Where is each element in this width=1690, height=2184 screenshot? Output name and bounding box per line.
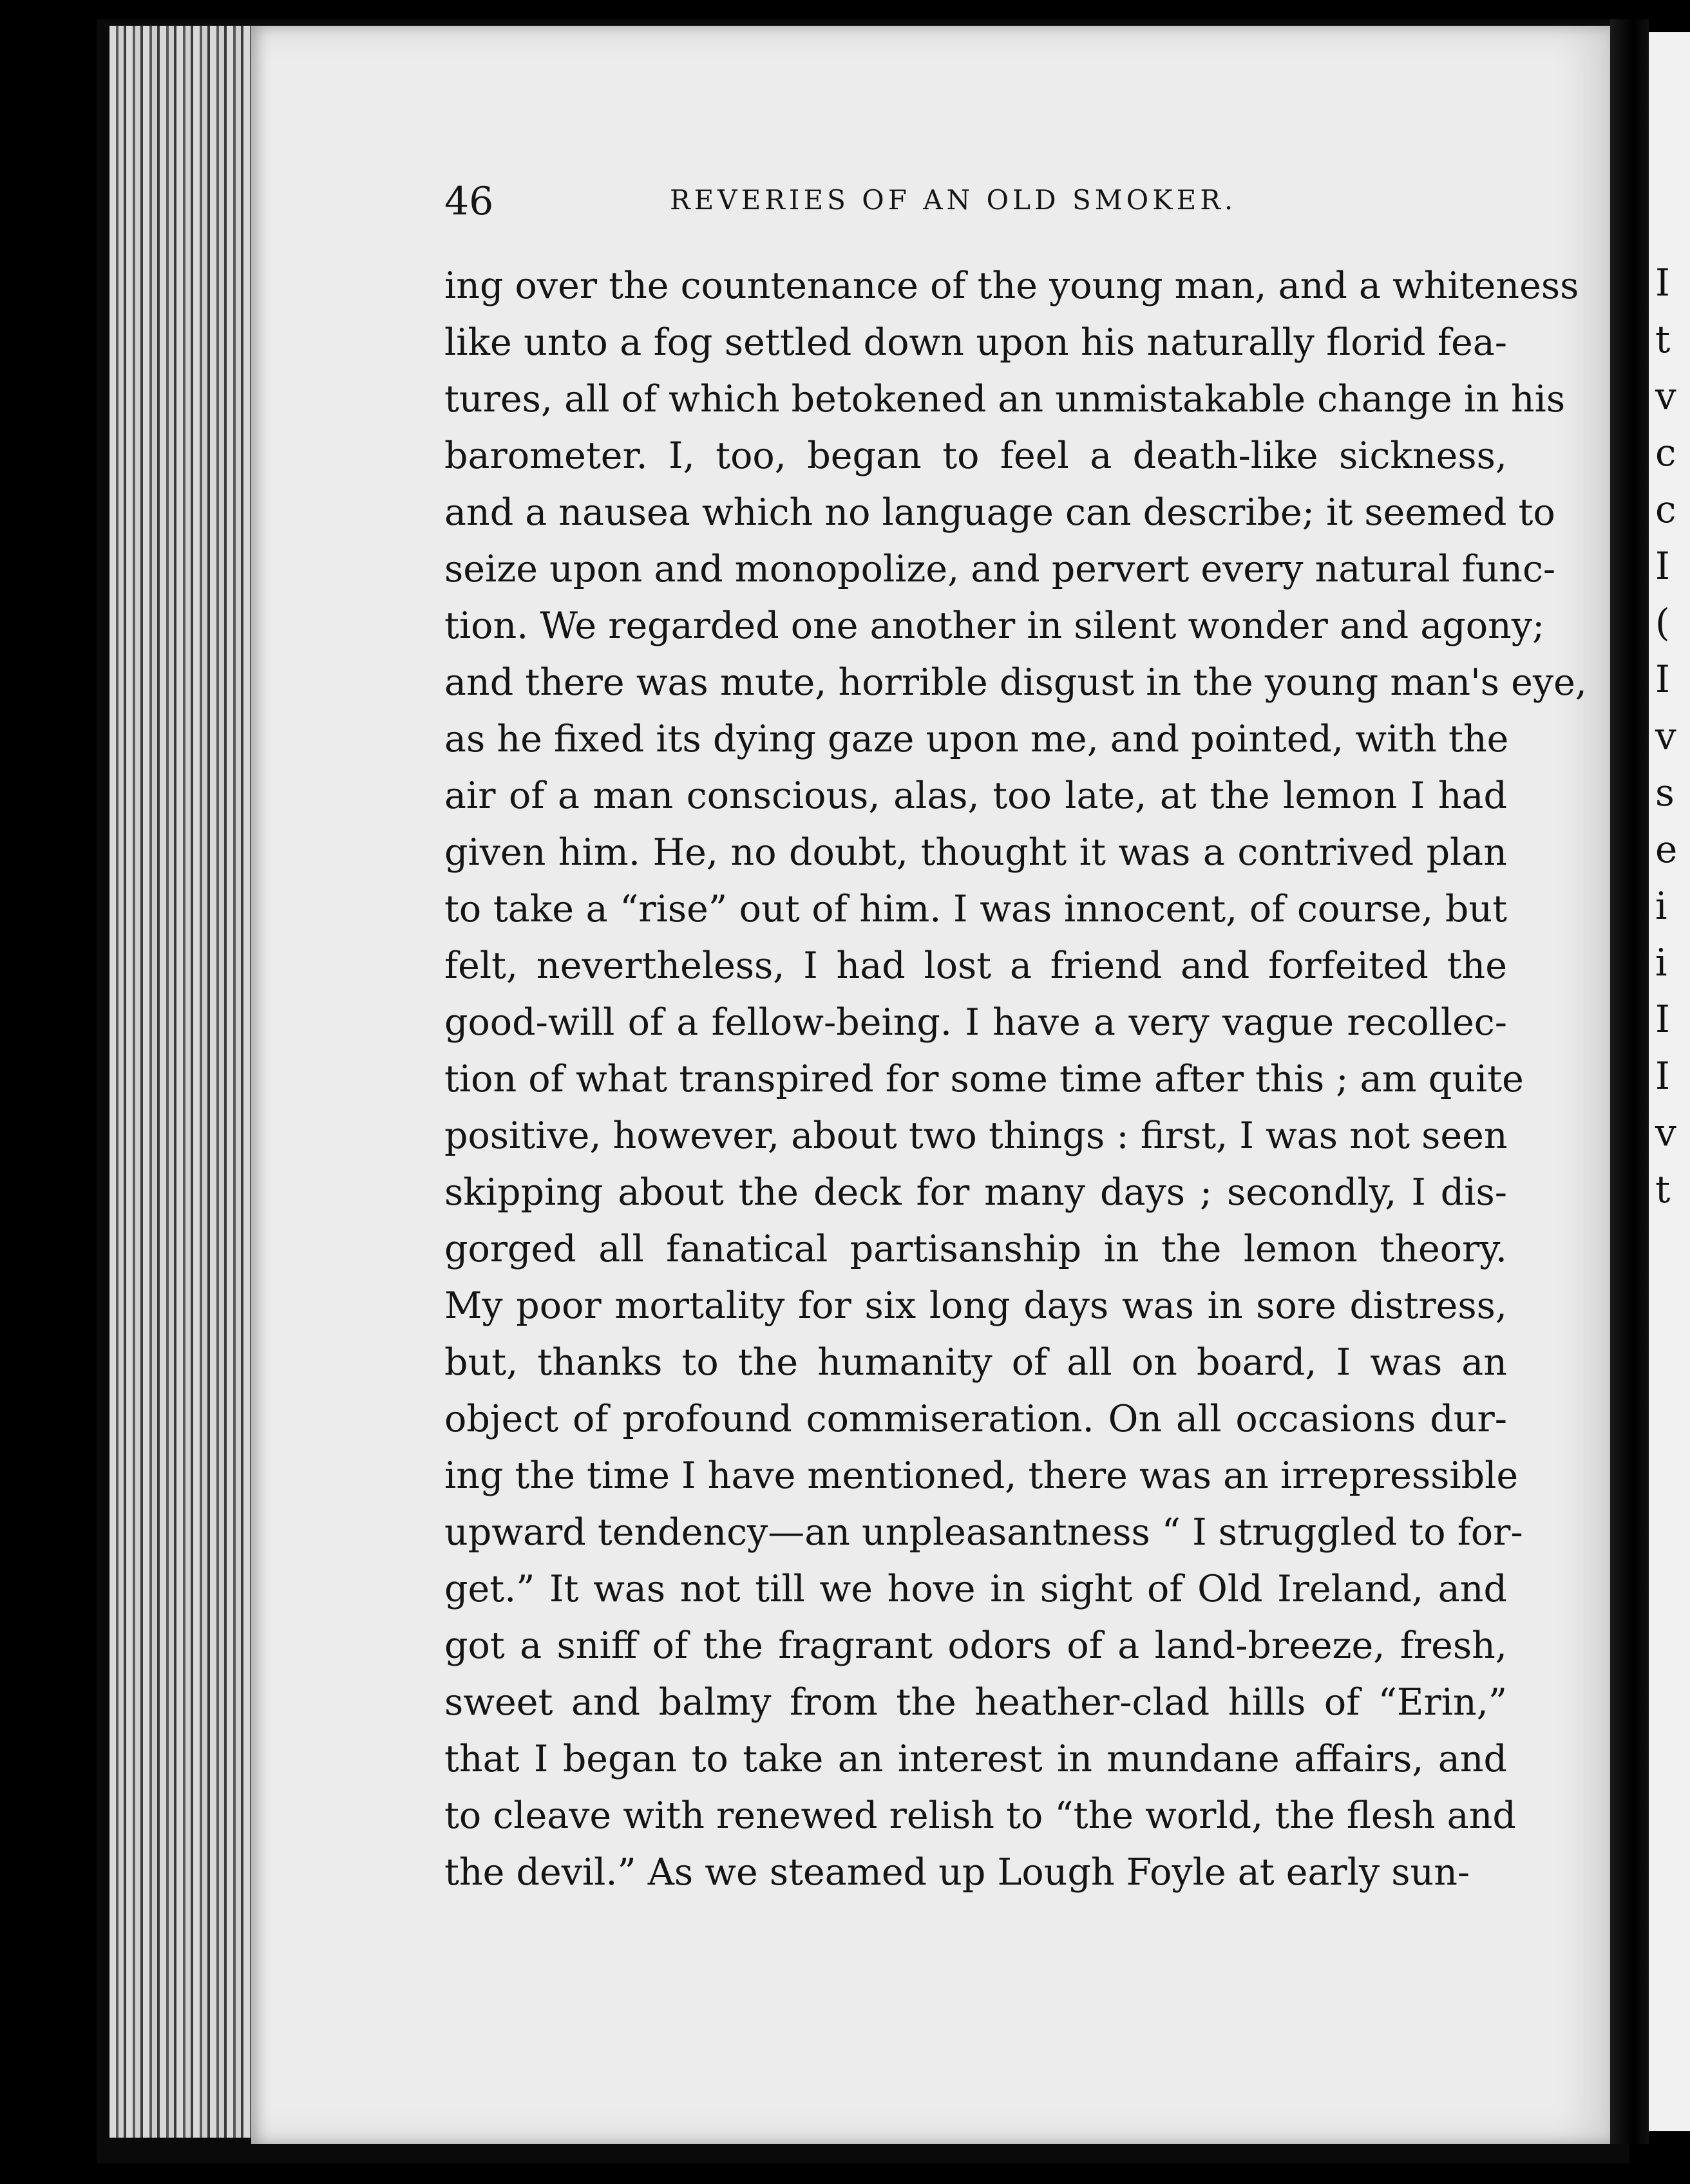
text-line: but, thanks to the humanity of all on board, I was an bbox=[444, 1341, 1507, 1384]
text-line: air of a man conscious, alas, too late, at the lemon I had bbox=[444, 775, 1507, 817]
facing-fragment: i bbox=[1655, 884, 1667, 928]
text-line: gorged all fanatical partisanship in the lemon theory. bbox=[444, 1228, 1507, 1270]
running-head bbox=[444, 179, 1269, 231]
body-text bbox=[444, 258, 1587, 1901]
facing-fragment: c bbox=[1655, 487, 1676, 531]
text-line: get.” It was not till we hove in sight of Old Ireland, and bbox=[444, 1568, 1507, 1610]
facing-fragment: I bbox=[1655, 261, 1670, 305]
text-line: ing the time I have mentioned, there was an irrepressible bbox=[444, 1454, 1519, 1497]
text-line: like unto a fog settled down upon his naturally florid fea- bbox=[444, 321, 1507, 364]
page-number: 46 bbox=[444, 179, 494, 224]
facing-fragment: s bbox=[1655, 771, 1675, 814]
facing-fragment: v bbox=[1655, 1111, 1676, 1154]
text-line: good-will of a fellow-being. I have a very vague recollec- bbox=[444, 1001, 1507, 1044]
facing-fragment: i bbox=[1655, 941, 1667, 984]
text-line: to cleave with renewed relish to “the world, the flesh and bbox=[444, 1794, 1516, 1837]
facing-page-edge bbox=[1649, 32, 1690, 2131]
text-line: My poor mortality for six long days was in sore distress, bbox=[444, 1285, 1507, 1327]
text-line: skipping about the deck for many days ; secondly, I dis- bbox=[444, 1171, 1507, 1214]
text-line: upward tendency—an unpleasantness “ I struggled to for- bbox=[444, 1511, 1523, 1554]
facing-fragment: t bbox=[1655, 1167, 1671, 1211]
text-line: object of profound commiseration. On all occasions dur- bbox=[444, 1398, 1507, 1440]
text-line: given him. He, no doubt, thought it was a contrived plan bbox=[444, 831, 1507, 874]
text-line: as he fixed its dying gaze upon me, and pointed, with the bbox=[444, 718, 1509, 760]
running-title: REVERIES OF AN OLD SMOKER. bbox=[670, 184, 1237, 216]
text-line: positive, however, about two things : first, I was not seen bbox=[444, 1115, 1508, 1157]
text-line: and there was mute, horrible disgust in the young man's eye, bbox=[444, 661, 1587, 704]
facing-fragment: I bbox=[1655, 997, 1670, 1041]
text-line: barometer. I, too, began to feel a death-like sickness, bbox=[444, 435, 1507, 477]
text-line: that I began to take an interest in mundane affairs, and bbox=[444, 1738, 1507, 1780]
page-edges bbox=[109, 26, 258, 2138]
facing-fragment: ( bbox=[1655, 601, 1670, 645]
facing-fragment: I bbox=[1655, 1054, 1670, 1098]
facing-fragment: v bbox=[1655, 374, 1676, 418]
binding-gutter bbox=[1610, 19, 1649, 2144]
text-line: the devil.” As we steamed up Lough Foyle at early sun- bbox=[444, 1851, 1470, 1894]
text-line: tion of what transpired for some time after this ; am quite bbox=[444, 1058, 1524, 1100]
facing-fragment: e bbox=[1655, 827, 1678, 871]
text-line: ing over the countenance of the young man, and a whiteness bbox=[444, 265, 1579, 307]
facing-fragment: t bbox=[1655, 317, 1671, 361]
facing-fragment: v bbox=[1655, 714, 1676, 758]
facing-fragment: I bbox=[1655, 657, 1670, 701]
facing-fragment: I bbox=[1655, 544, 1670, 588]
text-line: tion. We regarded one another in silent wonder and agony; bbox=[444, 605, 1545, 647]
text-line: tures, all of which betokened an unmistakable change in his bbox=[444, 378, 1566, 420]
text-line: sweet and balmy from the heather-clad hills of “Erin,” bbox=[444, 1681, 1507, 1724]
text-line: got a sniff of the fragrant odors of a land-breeze, fresh, bbox=[444, 1624, 1507, 1667]
text-line: felt, nevertheless, I had lost a friend and forfeited the bbox=[444, 945, 1507, 987]
text-line: and a nausea which no language can describe; it seemed to bbox=[444, 491, 1555, 534]
text-line: to take a “rise” out of him. I was innocent, of course, but bbox=[444, 888, 1507, 930]
facing-fragment: c bbox=[1655, 431, 1676, 475]
text-line: seize upon and monopolize, and pervert every natural func- bbox=[444, 548, 1556, 590]
